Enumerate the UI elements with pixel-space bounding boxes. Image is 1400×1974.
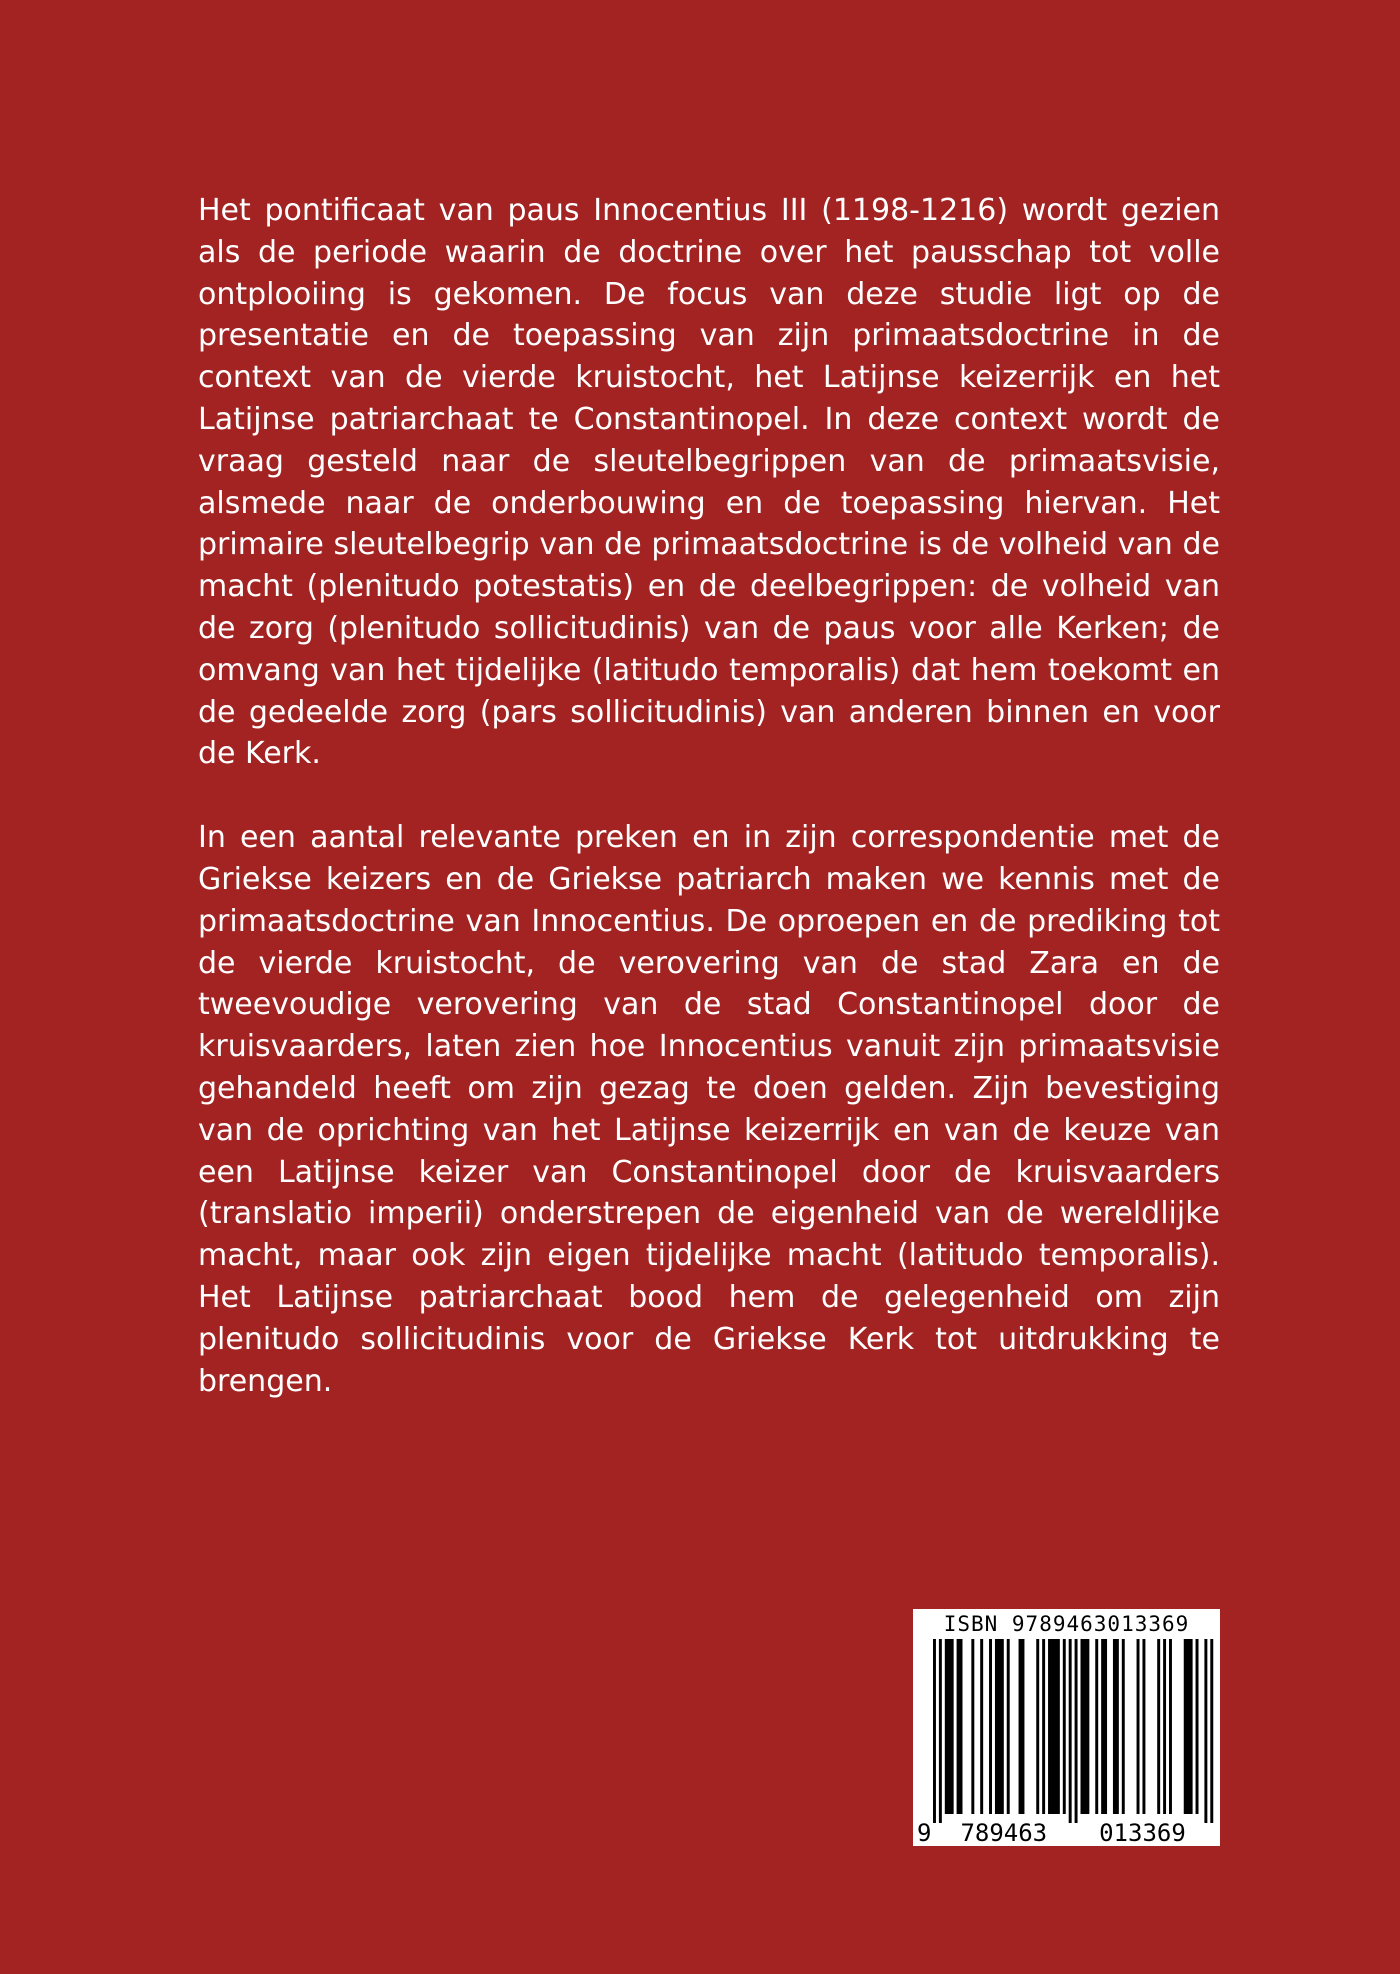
barcode-bar bbox=[1063, 1639, 1066, 1814]
barcode-bar bbox=[1101, 1639, 1107, 1814]
blurb-paragraph-2: In een aantal relevante preken en in zijn correspondentie met de Griekse keizers en de Griekse patriarch maken we kennis met de primaatsdoctrine van Innocentius. De oproepen en de prediking tot de vierde kruistocht, de verovering van de stad Zara en de tweevoudige verovering van de stad Constantinopel door de kruisvaarders, laten zien hoe Innocentius vanuit zijn primaatsvisie gehandeld heeft om zijn gezag te doen gelden. Zijn bevestiging van de oprichting van het Latijnse keizerrijk en van de keuze van een Latijnse keizer van Constantinopel door de kruisvaarders (translatio imperii) onderstrepen de eigenheid van de wereldlijke macht, maar ook zijn eigen tijdelijke macht (latitudo temporalis). Het Latijnse patriarchaat bood hem de gelegenheid om zijn plenitudo sollicitudinis voor de Griekse Kerk tot uitdrukking te brengen. bbox=[198, 820, 1220, 1399]
barcode-bar bbox=[1095, 1639, 1098, 1814]
barcode-bar bbox=[1204, 1639, 1207, 1823]
barcode-bar bbox=[1169, 1639, 1172, 1814]
blurb-paragraph-1: Het pontificaat van paus Innocentius III (1198-1216) wordt gezien als de periode waarin de doctrine over het pausschap tot volle ontplooiing is gekomen. De focus van deze studie ligt op de presentatie en de toepassing van zijn primaatsdoctrine in de context van de vierde kruistocht, het Latijnse keizerrijk en het Latijnse patriarchaat te Constantinopel. In deze context wordt de vraag gesteld naar de sleutelbegrippen van de primaatsvisie, alsmede naar de onderbouwing en de toepassing hiervan. Het primaire sleutelbegrip van de primaatsdoctrine is de volheid van de macht (plenitudo potestatis) en de deelbegrippen: de volheid van de zorg (plenitudo sollicitudinis) van de paus voor alle Kerken; de omvang van het tijdelijke (latitudo temporalis) dat hem toekomt en de gedeelde zorg (pars sollicitudinis) van anderen binnen en voor de Kerk. bbox=[198, 193, 1220, 772]
barcode-bar bbox=[1042, 1639, 1045, 1814]
barcode-digits-right: 013369 bbox=[1099, 1819, 1186, 1846]
isbn-label: ISBN 9789463013369 bbox=[943, 1612, 1190, 1636]
barcode-bar bbox=[995, 1639, 1004, 1814]
barcode-bar bbox=[989, 1639, 992, 1814]
barcode-bar bbox=[1137, 1639, 1140, 1814]
barcode-bar bbox=[1019, 1639, 1025, 1814]
barcode-bar bbox=[1122, 1639, 1125, 1814]
barcode-bar bbox=[1163, 1639, 1166, 1814]
barcode-bar bbox=[1081, 1639, 1090, 1814]
barcode-bar bbox=[1069, 1639, 1072, 1823]
barcode-bar bbox=[1007, 1639, 1010, 1814]
barcode-bar bbox=[1075, 1639, 1078, 1823]
barcode-bar bbox=[1210, 1639, 1213, 1823]
barcode-digits-left: 789463 bbox=[960, 1819, 1048, 1846]
barcode-bar bbox=[1184, 1639, 1193, 1814]
barcode-bar bbox=[957, 1639, 963, 1814]
barcode-bar bbox=[1036, 1639, 1039, 1814]
barcode-graphic bbox=[913, 1609, 1220, 1846]
isbn-barcode bbox=[913, 1609, 1220, 1846]
barcode-bar bbox=[1196, 1639, 1199, 1814]
barcode-bar bbox=[1113, 1639, 1119, 1814]
back-cover-blurb bbox=[198, 190, 1220, 1402]
barcode-bar bbox=[945, 1639, 954, 1814]
barcode-bar bbox=[971, 1639, 974, 1814]
barcode-bar bbox=[1048, 1639, 1060, 1814]
barcode-bar bbox=[1157, 1639, 1160, 1814]
barcode-bar bbox=[980, 1639, 983, 1814]
barcode-bar bbox=[1142, 1639, 1145, 1814]
barcode-bar bbox=[939, 1639, 942, 1823]
barcode-digit-lead: 9 bbox=[917, 1819, 932, 1846]
barcode-bar bbox=[933, 1639, 936, 1823]
